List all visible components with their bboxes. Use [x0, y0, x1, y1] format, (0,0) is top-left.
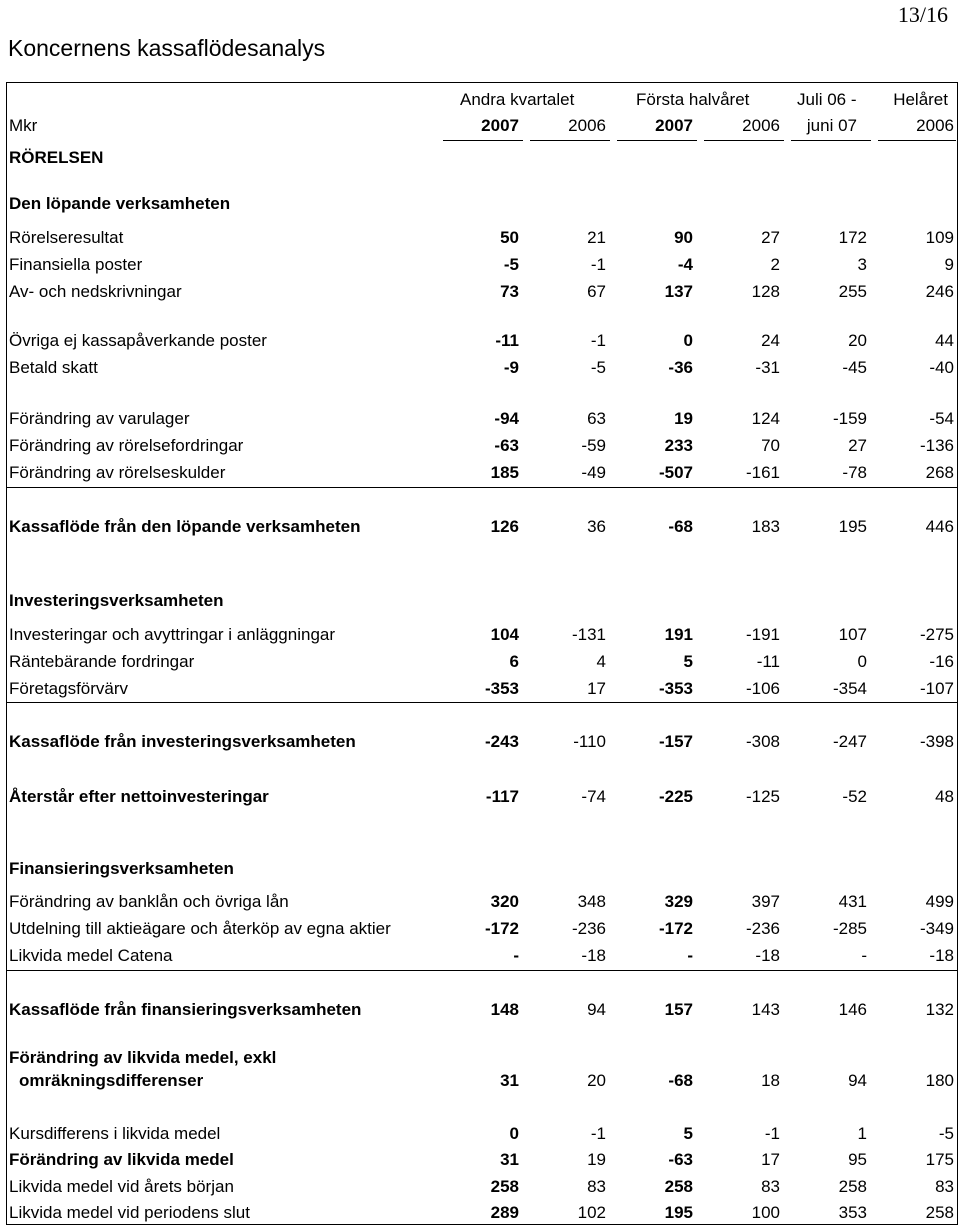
cell: 146 — [838, 1000, 867, 1019]
cell: 95 — [848, 1150, 867, 1169]
cell: -236 — [745, 919, 780, 938]
cell: 1 — [857, 1124, 867, 1143]
cell: -225 — [658, 787, 693, 806]
cell: 9 — [944, 255, 954, 274]
row-label: Företagsförvärv — [9, 679, 129, 698]
cell: 44 — [935, 331, 954, 350]
cell: 255 — [838, 282, 867, 301]
row-label: Rörelseresultat — [9, 228, 124, 247]
cell: -5 — [590, 358, 606, 377]
row-label: Förändring av rörelsefordringar — [9, 436, 244, 455]
cell: 175 — [925, 1150, 954, 1169]
cell: 329 — [664, 892, 693, 911]
cell: 143 — [751, 1000, 780, 1019]
cell: 83 — [761, 1177, 780, 1196]
cell: -285 — [832, 919, 867, 938]
cell: 157 — [664, 1000, 693, 1019]
row-label: Förändring av rörelseskulder — [9, 463, 226, 482]
table-row — [0, 649, 960, 675]
table-row — [0, 514, 960, 540]
row-label: Kursdifferens i likvida medel — [9, 1124, 221, 1143]
cell: 499 — [925, 892, 954, 911]
cell: 17 — [587, 679, 606, 698]
header-year: 2007 — [481, 116, 519, 135]
table-row — [0, 1200, 960, 1226]
cell: 17 — [761, 1150, 780, 1169]
header-year: juni 07 — [806, 116, 857, 135]
cell: 90 — [674, 228, 693, 247]
cell: -172 — [484, 919, 519, 938]
cell: 126 — [490, 517, 519, 536]
cell: -191 — [745, 625, 780, 644]
cell: 67 — [587, 282, 606, 301]
cell: -243 — [484, 732, 519, 751]
table-row — [0, 252, 960, 278]
table-row — [0, 943, 960, 969]
cell: -31 — [755, 358, 780, 377]
cell: 63 — [587, 409, 606, 428]
cell: 48 — [935, 787, 954, 806]
cell: 183 — [751, 517, 780, 536]
cell: 31 — [500, 1150, 519, 1169]
row-label: Kassaflöde från den löpande verksamheten — [9, 517, 361, 536]
section-heading-label: Finansieringsverksamheten — [9, 859, 234, 878]
cell: 195 — [664, 1203, 693, 1222]
header-year: 2006 — [916, 116, 954, 135]
cell: 2 — [770, 255, 780, 274]
row-label: Kassaflöde från investeringsverksamheten — [9, 732, 356, 751]
header-underline — [443, 140, 523, 141]
section-heading-label: Förändring av likvida medel, exkl — [9, 1048, 277, 1067]
header-unit: Mkr — [9, 116, 38, 135]
table-row — [0, 916, 960, 942]
cell: 3 — [857, 255, 867, 274]
cell: 397 — [751, 892, 780, 911]
cell: -68 — [668, 517, 693, 536]
cell: 20 — [587, 1071, 606, 1090]
header-year: 2006 — [742, 116, 780, 135]
cell: 148 — [490, 1000, 519, 1019]
section-heading — [0, 145, 960, 171]
cell: -136 — [919, 436, 954, 455]
row-label: Återstår efter nettoinvesteringar — [9, 787, 269, 806]
cell: -78 — [842, 463, 867, 482]
cell: -1 — [590, 255, 606, 274]
row-label: Räntebärande fordringar — [9, 652, 195, 671]
table-row — [0, 676, 960, 702]
cell: 0 — [683, 331, 693, 350]
cell: 21 — [587, 228, 606, 247]
cell: 83 — [587, 1177, 606, 1196]
cell: 258 — [490, 1177, 519, 1196]
cell: -94 — [494, 409, 519, 428]
cell: -354 — [832, 679, 867, 698]
cell: 6 — [509, 652, 519, 671]
cell: -157 — [658, 732, 693, 751]
cell: 102 — [577, 1203, 606, 1222]
table-row — [0, 1174, 960, 1200]
cell: -107 — [919, 679, 954, 698]
cell: 348 — [577, 892, 606, 911]
cell: -398 — [919, 732, 954, 751]
section-heading — [0, 588, 960, 614]
cell: - — [513, 946, 519, 965]
cell: 258 — [838, 1177, 867, 1196]
section-heading-label: RÖRELSEN — [9, 148, 104, 167]
section-heading — [0, 856, 960, 882]
cell: -5 — [503, 255, 519, 274]
cell: -18 — [581, 946, 606, 965]
cell: -159 — [832, 409, 867, 428]
cell: 5 — [683, 1124, 693, 1143]
cell: 268 — [925, 463, 954, 482]
table-row — [0, 997, 960, 1023]
table-row — [0, 355, 960, 381]
cell: 109 — [925, 228, 954, 247]
cell: -18 — [755, 946, 780, 965]
cell: -45 — [842, 358, 867, 377]
cell: 31 — [500, 1071, 519, 1090]
table-row — [0, 279, 960, 305]
cell: 27 — [761, 228, 780, 247]
cell: 100 — [751, 1203, 780, 1222]
cell: -74 — [581, 787, 606, 806]
page-title: Koncernens kassaflödesanalys — [8, 35, 326, 61]
cell: -4 — [677, 255, 693, 274]
table-row — [0, 784, 960, 810]
cell: -11 — [756, 652, 780, 671]
cell: - — [861, 946, 867, 965]
cell: 258 — [925, 1203, 954, 1222]
cell: 172 — [838, 228, 867, 247]
section-heading-label: Den löpande verksamheten — [9, 194, 231, 213]
header-groups-row — [0, 87, 960, 113]
cell: 19 — [674, 409, 693, 428]
cell: -63 — [494, 436, 519, 455]
cell: -52 — [842, 787, 867, 806]
cell: 107 — [838, 625, 867, 644]
cell: -1 — [590, 331, 606, 350]
cell: 4 — [596, 652, 606, 671]
cell: -40 — [929, 358, 954, 377]
cell: -125 — [745, 787, 780, 806]
section-heading-label: Investeringsverksamheten — [9, 591, 224, 610]
cell: 191 — [664, 625, 693, 644]
cell: -54 — [929, 409, 954, 428]
cell: 73 — [500, 282, 519, 301]
cell: -16 — [929, 652, 954, 671]
cell: 5 — [683, 652, 693, 671]
cell: -117 — [485, 787, 519, 806]
cell: -161 — [745, 463, 780, 482]
table-row — [0, 225, 960, 251]
table-row — [0, 1068, 960, 1094]
cell: - — [687, 946, 693, 965]
row-label: Likvida medel Catena — [9, 946, 173, 965]
cell: 246 — [925, 282, 954, 301]
header-underline — [704, 140, 784, 141]
cell: 233 — [664, 436, 693, 455]
cell: 20 — [848, 331, 867, 350]
cell: -353 — [658, 679, 693, 698]
row-label: Kassaflöde från finansieringsverksamheten — [9, 1000, 362, 1019]
cell: -63 — [668, 1150, 693, 1169]
cell: 0 — [857, 652, 867, 671]
cell: 24 — [761, 331, 780, 350]
row-label: Övriga ej kassapåverkande poster — [9, 331, 267, 350]
cell: 446 — [925, 517, 954, 536]
table-row — [0, 406, 960, 432]
cell: -49 — [581, 463, 606, 482]
cell: -11 — [495, 331, 519, 350]
cell: -353 — [484, 679, 519, 698]
cell: 94 — [848, 1071, 867, 1090]
cell: -106 — [745, 679, 780, 698]
header-group-fullyear: Helåret — [893, 90, 948, 109]
cell: 180 — [925, 1071, 954, 1090]
row-label: Förändring av likvida medel — [9, 1150, 234, 1169]
table-row — [0, 460, 960, 486]
header-underline — [530, 140, 610, 141]
cell: 128 — [751, 282, 780, 301]
row-label: Utdelning till aktieägare och återköp av egna aktier — [9, 919, 391, 938]
cell: 36 — [587, 517, 606, 536]
cell: 0 — [509, 1124, 519, 1143]
cell: -36 — [668, 358, 693, 377]
cell: 431 — [838, 892, 867, 911]
cell: 50 — [500, 228, 519, 247]
cell: -349 — [919, 919, 954, 938]
cell: -1 — [590, 1124, 606, 1143]
cell: 104 — [490, 625, 519, 644]
header-underline — [878, 140, 956, 141]
row-rule — [6, 702, 958, 703]
cell: 137 — [664, 282, 693, 301]
header-underline — [617, 140, 697, 141]
cell: 185 — [490, 463, 519, 482]
section-heading — [0, 191, 960, 217]
row-label: Betald skatt — [9, 358, 98, 377]
row-label: Förändring av varulager — [9, 409, 190, 428]
row-label: Likvida medel vid periodens slut — [9, 1203, 250, 1222]
table-row — [0, 1147, 960, 1173]
header-group-rolling: Juli 06 - — [797, 90, 857, 109]
cell: 124 — [751, 409, 780, 428]
cell: -18 — [929, 946, 954, 965]
cell: -172 — [658, 919, 693, 938]
cell: -1 — [764, 1124, 780, 1143]
cell: 19 — [587, 1150, 606, 1169]
row-label: Finansiella poster — [9, 255, 143, 274]
cell: 94 — [587, 1000, 606, 1019]
row-rule — [6, 487, 958, 488]
table-row — [0, 622, 960, 648]
header-year: 2006 — [568, 116, 606, 135]
header-underline — [791, 140, 871, 141]
header-years-row — [0, 113, 960, 139]
cell: 132 — [925, 1000, 954, 1019]
table-row — [0, 1121, 960, 1147]
cell: 258 — [664, 1177, 693, 1196]
cell: -68 — [668, 1071, 693, 1090]
cell: 195 — [838, 517, 867, 536]
cell: 27 — [848, 436, 867, 455]
row-label: Av- och nedskrivningar — [9, 282, 182, 301]
cell: 353 — [838, 1203, 867, 1222]
cell: -9 — [503, 358, 519, 377]
cell: -308 — [745, 732, 780, 751]
table-row — [0, 889, 960, 915]
cell: -59 — [581, 436, 606, 455]
table-row — [0, 433, 960, 459]
page-number: 13/16 — [897, 2, 948, 27]
cell: 83 — [935, 1177, 954, 1196]
cell: -131 — [571, 625, 606, 644]
cell: -507 — [658, 463, 693, 482]
row-label: Likvida medel vid årets början — [9, 1177, 234, 1196]
header-group-h1: Första halvåret — [636, 90, 750, 109]
table-row — [0, 729, 960, 755]
table-row — [0, 328, 960, 354]
header-year: 2007 — [655, 116, 693, 135]
row-rule — [6, 970, 958, 971]
cell: -236 — [571, 919, 606, 938]
cell: -5 — [938, 1124, 954, 1143]
cell: 18 — [761, 1071, 780, 1090]
cell: 289 — [490, 1203, 519, 1222]
section-heading-label: omräkningsdifferenser — [19, 1071, 204, 1090]
row-label: Förändring av banklån och övriga lån — [9, 892, 289, 911]
cell: -247 — [832, 732, 867, 751]
header-group-q2: Andra kvartalet — [460, 90, 575, 109]
cell: -275 — [919, 625, 954, 644]
cell: -110 — [573, 732, 606, 751]
cell: 70 — [761, 436, 780, 455]
row-label: Investeringar och avyttringar i anläggningar — [9, 625, 336, 644]
cell: 320 — [490, 892, 519, 911]
